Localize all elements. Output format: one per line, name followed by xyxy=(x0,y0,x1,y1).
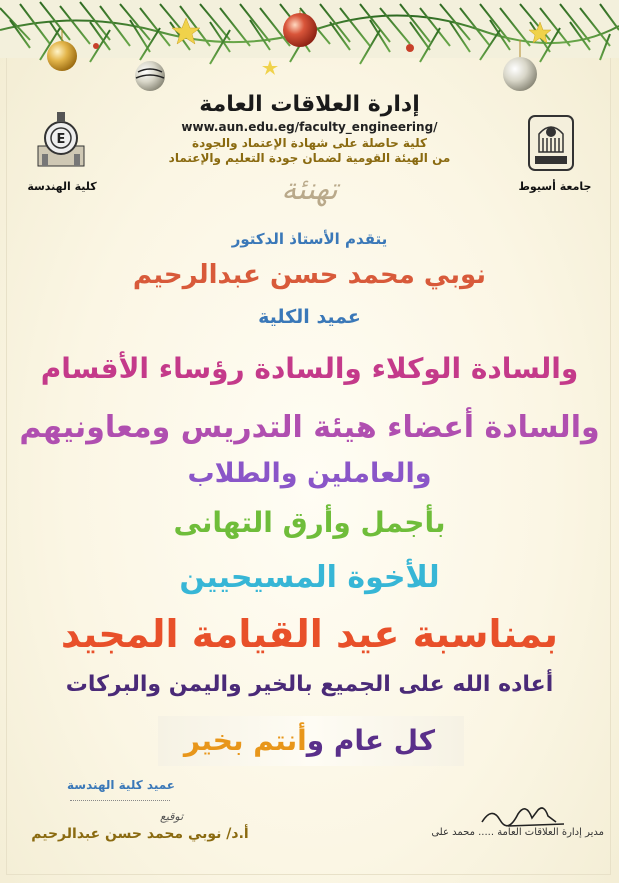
dean-signature-title: عميد كلية الهندسة xyxy=(67,778,175,792)
greeting-heading: تهنئة xyxy=(281,172,338,207)
closing-greeting xyxy=(0,724,619,757)
best-wishes-line: بأجمل وأرق التهانى xyxy=(173,506,446,539)
prayer-line: أعاده الله على الجميع بالخير واليمن والبركات xyxy=(65,672,554,697)
dean-title: عميد الكلية xyxy=(258,306,361,328)
accreditation-line-2: من الهيئة القومية لضمان جودة التعليم والإعتماد xyxy=(168,151,451,165)
accreditation-line-1: كلية حاصلة على شهادة الإعتماد والجودة xyxy=(192,136,427,150)
christian-brothers-line: للأخوة المسيحيين xyxy=(179,560,440,595)
dean-name: نوبي محمد حسن عبدالرحيم xyxy=(132,260,487,290)
easter-occasion-line: بمناسبة عيد القيامة المجيد xyxy=(60,612,559,656)
faculty-of-engineering-caption: كلية الهندسة xyxy=(27,180,97,193)
dean-signature-name: أ.د/ نوبي محمد حسن عبدالرحيم xyxy=(31,826,249,842)
handwritten-signature xyxy=(478,796,568,830)
pr-manager-caption: مدير إدارة العلاقات العامة ..... محمد على xyxy=(431,827,604,838)
dean-signature-rule xyxy=(70,800,170,801)
assiut-university-caption: جامعة أسيوط xyxy=(518,180,592,193)
department-title: إدارة العلاقات العامة xyxy=(199,92,420,117)
intro-line: يتقدم الأستاذ الدكتور xyxy=(231,230,388,248)
faculty-website-url: www.aun.edu.eg/faculty_engineering/ xyxy=(181,120,438,134)
vice-deans-line: والسادة الوكلاء والسادة رؤساء الأقسام xyxy=(40,352,579,385)
signature-label: توقيع xyxy=(160,810,184,823)
closing-greeting-part-2: أنتم بخير xyxy=(183,724,307,757)
closing-greeting-part-1: كل عام و xyxy=(306,724,436,757)
teaching-staff-line: والسادة أعضاء هيئة التدريس ومعاونيهم xyxy=(19,410,600,445)
svg-text:E: E xyxy=(56,132,66,147)
pine-branch-decoration xyxy=(0,0,619,100)
workers-students-line: والعاملين والطلاب xyxy=(187,458,432,489)
